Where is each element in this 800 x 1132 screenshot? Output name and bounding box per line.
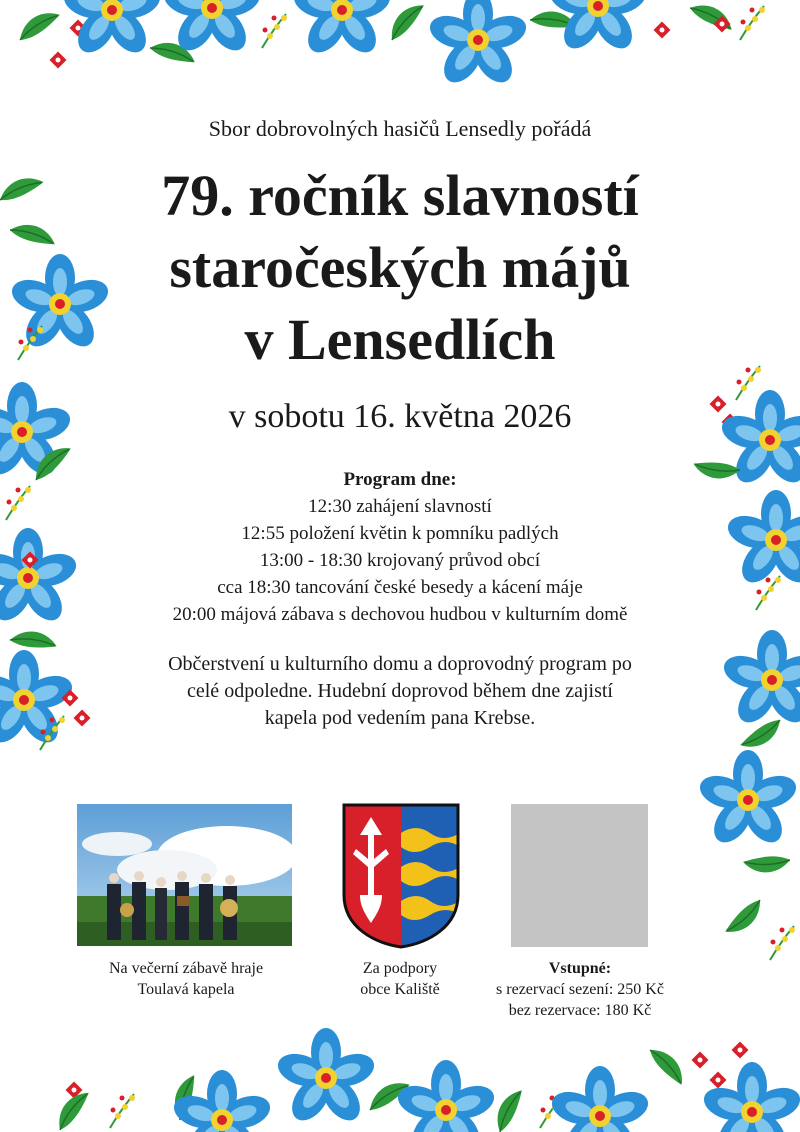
band-caption — [68, 958, 304, 1000]
event-title-line-1: 79. ročník slavností — [161, 163, 639, 228]
event-title-line-2: staročeských májů — [169, 235, 631, 300]
band-caption-line: Na večerní zábavě hraje — [108, 960, 264, 977]
program-heading: Program dne: — [343, 469, 457, 490]
entry-fee-heading: Vstupné: — [548, 960, 612, 977]
program-item: 12:55 položení květin k pomníku padlých — [241, 523, 559, 544]
support-caption-line: obce Kaliště — [360, 981, 440, 998]
support-caption — [330, 958, 470, 1000]
program-item: cca 18:30 tancování české besedy a kácení máje — [217, 577, 583, 598]
support-caption-line: Za podpory — [362, 960, 438, 977]
organizer-line: Sbor dobrovolných hasičů Lensedly pořádá — [208, 116, 592, 141]
note-line: kapela pod vedením pana Krebse. — [264, 707, 536, 729]
program-item: 20:00 májová zábava s dechovou hudbou v kulturním domě — [172, 604, 628, 625]
entry-fee-reserved: s rezervací sezení: 250 Kč — [496, 981, 664, 998]
image-placeholder — [511, 804, 648, 947]
refreshment-note — [110, 651, 690, 732]
entry-fee-unreserved: bez rezervace: 180 Kč — [508, 1002, 652, 1019]
event-title-line-3: v Lensedlích — [244, 307, 556, 372]
event-date: v sobotu 16. května 2026 — [228, 398, 572, 435]
note-line: celé odpoledne. Hudební doprovod během dne zajistí — [187, 680, 613, 702]
program-item: 13:00 - 18:30 krojovaný průvod obcí — [259, 550, 541, 571]
band-photo — [77, 804, 292, 946]
program-item: 12:30 zahájení slavností — [308, 496, 492, 517]
program-section — [110, 466, 690, 628]
note-line: Občerstvení u kulturního domu a doprovodný program po — [168, 653, 632, 675]
band-caption-line: Toulavá kapela — [137, 981, 235, 998]
coat-of-arms-icon — [342, 803, 460, 949]
event-title — [110, 160, 690, 376]
entry-fee — [470, 958, 690, 1021]
